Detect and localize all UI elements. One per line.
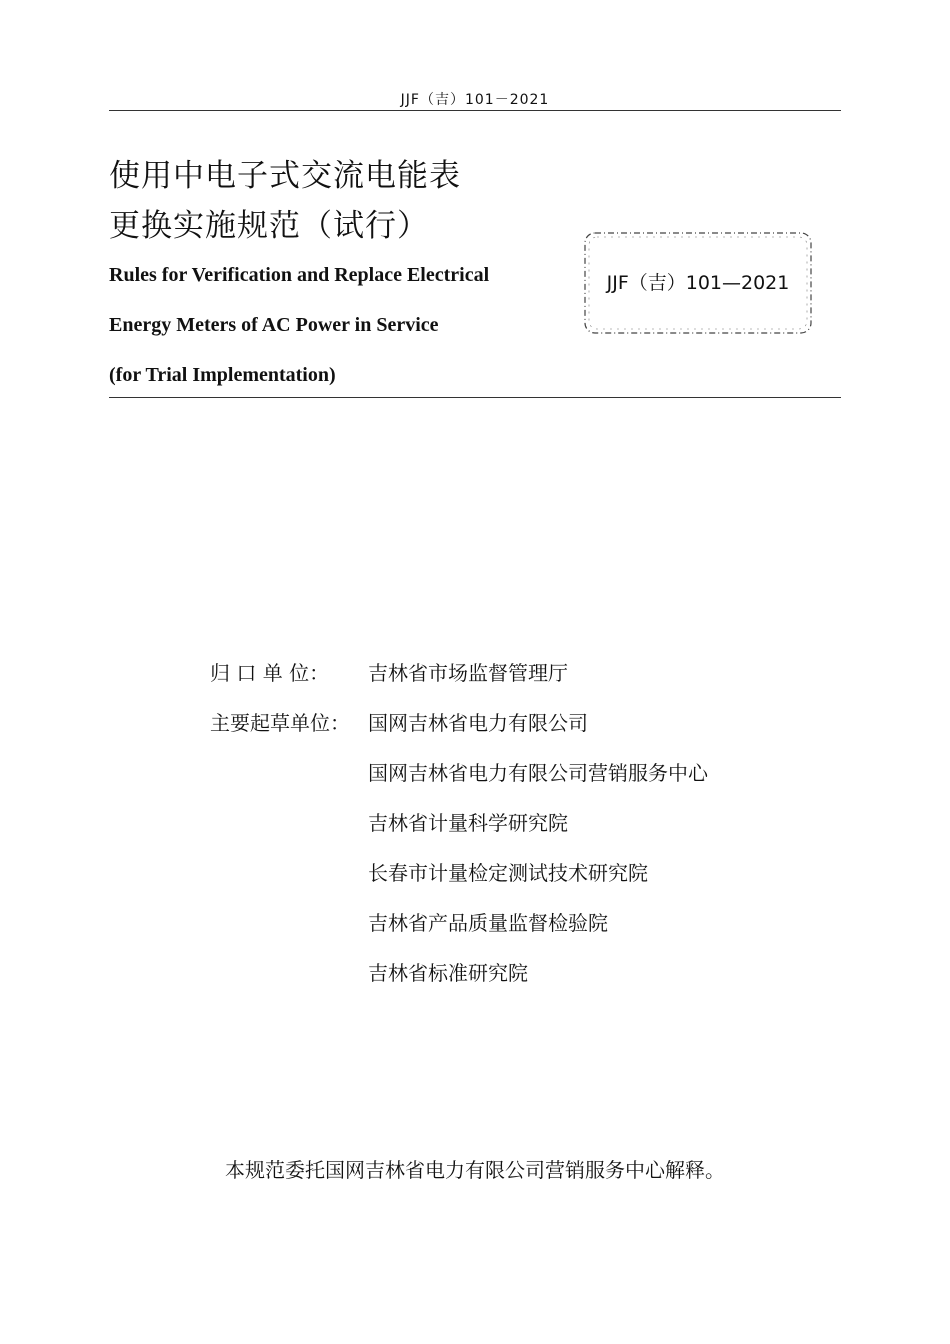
title-en-line-2: Energy Meters of AC Power in Service [109, 314, 439, 336]
header-standard-code: JJF（吉）101－2021 [400, 92, 550, 108]
responsible-unit-value: 吉林省市场监督管理厅 [368, 661, 568, 685]
title-en-line-1: Rules for Verification and Replace Electrical [109, 264, 490, 286]
drafting-unit-item: 长春市计量检定测试技术研究院 [368, 861, 648, 885]
interpretation-note: 本规范委托国网吉林省电力有限公司营销服务中心解释。 [225, 1158, 725, 1182]
standard-code-text: JJF（吉）101—2021 [606, 272, 790, 294]
drafting-unit-label: 主要起草单位： [210, 711, 350, 735]
title-divider [109, 397, 841, 398]
drafting-unit-item: 吉林省产品质量监督检验院 [368, 911, 608, 935]
standard-code-box [582, 230, 814, 336]
drafting-unit-item: 吉林省标准研究院 [368, 961, 528, 985]
drafting-unit-item: 国网吉林省电力有限公司营销服务中心 [368, 761, 708, 785]
header-divider [109, 110, 841, 111]
title-en-line-3: (for Trial Implementation) [109, 364, 336, 386]
responsible-unit-label: 归 口 单 位： [210, 661, 330, 685]
title-cn-line-2: 更换实施规范（试行） [109, 208, 429, 244]
title-cn-line-1: 使用中电子式交流电能表 [109, 158, 461, 194]
drafting-unit-item: 国网吉林省电力有限公司 [368, 711, 588, 735]
drafting-unit-item: 吉林省计量科学研究院 [368, 811, 568, 835]
